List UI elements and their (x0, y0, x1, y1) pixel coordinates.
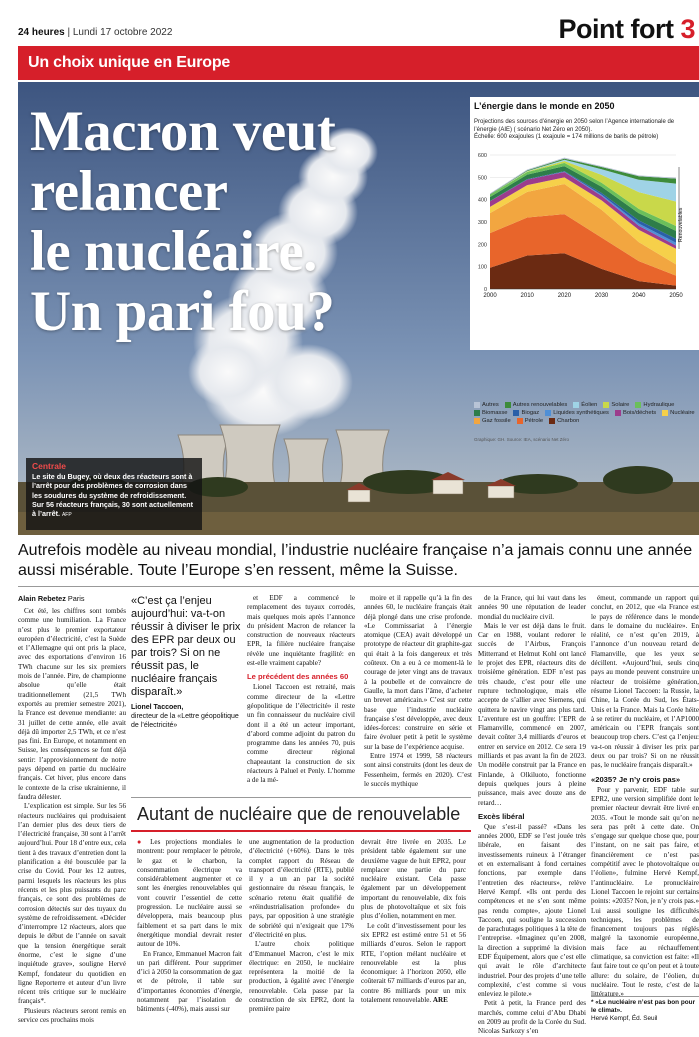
legend-item (474, 402, 499, 408)
y-tick-label: 400 (477, 197, 487, 204)
footnote-text: * «Le nucléaire n’est pas bon pour le climat». (591, 999, 696, 1014)
divider (18, 586, 699, 587)
paragraph: Que s’est-il passé? «Dans les années 2000, EDF se l’est jouée très libérale, en faisant des investissements ruineux à l’étranger et en externalisant à fond certaines fonctions, par exemple dans l’entretien des réacteurs», relève Hervé Kempf. «Ils ont perdu des compétences et ne s’en sont même pas rendu compte», ajoute Lionel Taccoen, qui souligne la succession de parachutages politiques à la tête de l’entreprise. «Imaginez qu’en 2008, la direction a supprimé la division EDF Équipement, alors que c’est elle qui avait le rôle d’architecte industriel. Pour des projets d’une telle complexité, c’est comme si vous enleviez le pilote.» (478, 822, 586, 999)
legend-item (474, 418, 511, 424)
legend-item (517, 418, 543, 424)
legend-label: Biogaz (521, 410, 540, 416)
section-title (558, 14, 695, 45)
x-tick-label: 2040 (632, 293, 646, 299)
legend-label: Autres (482, 402, 499, 408)
box-column-1 (137, 838, 242, 1025)
legend-swatch (635, 402, 641, 408)
paragraph: Lionel Taccoen est retraité, mais comme directeur de la «Lettre géopolitique de l’électricité» il reste un fin connaisseur du nucléaire civil dont il a été un acteur important, d’abord comme adjoint du patron du programme dans les années 70, puis comme directeur régional chapeautant la construction de six réacteurs à Paluel et Penly. L’homme a de la mé- (247, 683, 355, 785)
banner-title: Un choix unique en Europe (28, 54, 231, 71)
box-column-2 (249, 838, 354, 1025)
headline-line: le nucléaire. (30, 220, 317, 283)
paragraph: devrait être livrée en 2035. Le président table également sur une deuxième vague de huit EPR2, pour remplacer une partie du parc nucléaire existant. Cela passe également par un développement important du renouvelable, dix fois plus de photovoltaïque et six fois plus d’éolien, notamment en mer. (361, 838, 466, 921)
bullet-icon: ● (137, 838, 145, 846)
box-signature: ARE (432, 996, 448, 1005)
section-name: Point fort (558, 14, 674, 44)
legend-label: Biomasse (482, 410, 508, 416)
x-tick-label: 2010 (520, 293, 534, 299)
y-tick-label: 100 (477, 264, 487, 271)
legend-swatch (513, 410, 519, 416)
headline (30, 102, 335, 342)
headline-line: Macron veut (30, 100, 336, 163)
footnote-author: Hervé Kempf, Éd. Seuil (591, 1015, 658, 1022)
legend-label: Solaire (611, 402, 630, 408)
subheading: Excès libéral (478, 811, 525, 821)
legend-swatch (615, 410, 621, 416)
chart-legend (474, 402, 698, 424)
x-tick-label: 2030 (594, 293, 609, 299)
paragraph: Cet été, les chiffres sont tombés comme une humiliation. La France n’est plus le premier exportateur européen d’électricité, c’est la Suède et l’Allemagne qui ont pris la place, avec des exportations d’environ 16 TWh chacune sur les six premiers mois de l’année. Pire, de championne absolue qu’elle était traditionnellement (21,5 TWh exportés au premier semestre 2021), la France est devenue mendiante: au 31 juillet de cette année, elle avait déjà dû importer 2,5 TWh, et ce n’est pas fini. En Europe, et notamment en Suisse, les conséquences se font déjà sentir: l’approvisionnement de notre pays dépend en partie du nucléaire français. Cet hiver, plus encore dans le contexte de la crise ukrainienne, il faudra délester. (18, 607, 126, 801)
x-tick-label: 2050 (669, 293, 683, 299)
article-column-6 (591, 594, 699, 999)
box-accent-bar (131, 830, 471, 832)
legend-swatch (603, 402, 609, 408)
paragraph: L’autre choix politique d’Emmanuel Macron, c’est le mix électrique: en 2050, le nucléaire représentera la moitié de la production, à égalité avec l’énergie renouvelable. Cela passe par la construction de six EPR2, dont la première paire (249, 940, 354, 1014)
legend-item (474, 410, 507, 416)
legend-swatch (505, 402, 511, 408)
paragraph: Les projections mondiales le montrent: pour remplacer le pétrole, le gaz et le charbon, la consommation électrique va considérablement augmenter et ce sont les énergies renouvelables qui vont couvrir l’essentiel de cette progression. Le nucléaire aussi se développera, mais beaucoup plus faiblement et sa part dans le mix énergétique mondial devrait rester autour de 10%. (137, 838, 242, 949)
issue-date: Lundi 17 octobre 2022 (72, 27, 173, 38)
byline-author: Alain Rebetez (18, 594, 66, 603)
y-tick-label: 600 (477, 153, 487, 159)
paragraph: Le coût d’investissement pour les six EPR2 est estimé entre 51 et 56 milliards d’euros. Selon le rapport RTE, l’option mélant nucléaire et renouvelable est la plus économique: à l’horizon 2050, elle coûterait 67 milliards d’euros par an, contre 86 milliards pour un mix totalement renouvelable. (361, 921, 466, 1005)
paragraph: et EDF a commencé le remplacement des tuyaux corrodés, mais quelques mois après l’annonce du président Macron de relancer la construction de nouveaux réacteurs EPR, la filière nucléaire française révèle une inquiétante fragilité: en est-elle vraiment capable? (247, 594, 355, 668)
masthead-brand: 24 heures | Lundi 17 octobre 2022 (18, 27, 173, 38)
caption-text: Le site du Bugey, où deux des réacteurs sont à l’arrêt pour des problèmes de corrosion dans les soudures du système de refroidissement. Sur 56 réacteurs français, 30 sont actuellement à l’arrêt. (32, 472, 193, 519)
legend-swatch (549, 418, 555, 424)
energy-chart (470, 97, 699, 442)
pull-quote (131, 595, 241, 730)
legend-swatch (573, 402, 579, 408)
box-title: Autant de nucléaire que de renouvelable (137, 804, 461, 824)
legend-item (505, 402, 567, 408)
legend-label: Gaz fossile (482, 418, 511, 424)
paragraph: moire et il rappelle qu’à la fin des années 60, le nucléaire français était déjà plongé dans une crise profonde. «Le Commissariat à l’énergie atomique (CEA) avait développé un prototype de réacteur dit graphite-gaz qui était à la fois dangereux et très coûteux. On a eu à ce moment-là le courage de jeter vingt ans de travaux à la poubelle et de convaincre de Gaulle, la mort dans l’âme, d’acheter un brevet américain.» C’est sur cette base que l’industrie nucléaire française s’est développée, avec deux idées-forces: construire en série et faire évoluer petit à petit le système sur la base de l’expérience acquise. (364, 594, 472, 751)
paragraph: Entre 1974 et 1999, 58 réacteurs sont ainsi construits (dont les deux de Fessenheim, fermés en 2020). C’est le succès mythique (364, 752, 472, 788)
page-number: 3 (680, 14, 695, 44)
legend-item (513, 410, 539, 416)
paragraph: de la France, qui lui vaut dans les années 90 une réputation de leader mondial du nucléaire civil. (478, 594, 586, 621)
subheading: Le précédent des années 60 (247, 672, 349, 682)
subheading: «2035? Je n’y crois pas» (591, 774, 681, 784)
paragraph: une augmentation de la production d’électricité (+60%). Dans le très complet rapport du Réseau de transport d’électricité (RTE), publié il y a un an par la société gestionnaire du réseau français, le scénario retenu était qualifié de «réindustrialisation profonde» du pays, par opposition à une stratégie de sobriété qui n’exigeait que 17% d’électricité en plus. (249, 838, 354, 939)
paragraph: Plusieurs réacteurs seront remis en service ces prochains mois (18, 1006, 126, 1025)
chart-subtitle-text: Projections des sources d’énergie en 2050 selon l’Agence internationale de l’énergie (AIE) ( scénario Net Zéro en 2050). (474, 119, 675, 133)
chart-title: L’énergie dans le monde en 2050 (474, 101, 615, 111)
legend-label: Charbon (557, 418, 580, 424)
photo-caption (26, 458, 202, 530)
legend-swatch (662, 410, 668, 416)
paragraph: Mais le ver est déjà dans le fruit. Car en 1988, voulant redorer le succès de l’Airbus, François Mitterrand et Helmut Kohl ont lancé le projet des EPR, réacteurs dits de troisième génération. EDF n’est pas très chaude, c’est pour elle une rupture technologique, mais elle accepte de s’allier avec Siemens, qui quittera le navire vingt ans plus tard. L’aventure est un gouffre: l’EPR de Flamanville, commencé en 2007, devait coûter 3,4 milliards d’euros et entrer en service en 2012. Ce sera 19 milliards et pas avant la fin de 2023. Un modèle construit par la France en Finlande, à Olkiluoto, fonctionne depuis quelques jours à pleine puissance, mais avec douze ans de retard… (478, 621, 586, 807)
paragraph: Pour y parvenir, EDF table sur EPR2, une version simplifiée dont le premier réacteur devrait être livré en 2035. «Tout le monde sait qu’on ne sera pas prêt à cette date. On s’engage sur quelque chose que, pour l’instant, on ne sait pas faire, et financièrement ce n’est pas compétitif avec le photovoltaïque ou l’éolien», fulmine Hervé Kempf, l’antinucléaire. Le pronucléaire Lionel Taccoen le rejoint sur certains points: «2035? Non, je n’y crois pas.» Lui aussi souligne les difficultés techniques, les problèmes de financement toujours pas réglés malgré la taxonomie européenne, mais face au réchauffement climatique, sa conviction est faite: «Il faut faire tout ce qu’on peut et à toute allure: du solaire, de l’éolien, du nucléaire. Tout le reste, c’est de la littérature.» (591, 785, 699, 999)
pull-quote-author: Lionel Taccoen, (131, 704, 184, 711)
banner (18, 46, 699, 80)
legend-label: Nucléaire (670, 410, 695, 416)
x-tick-label: 2000 (483, 293, 497, 299)
box-column-3 (361, 838, 466, 1025)
masthead (0, 0, 699, 44)
pull-quote-role: directeur de la «Lettre géopolitique de l’électricité» (131, 713, 239, 729)
headline-line: Un pari fou? (30, 280, 335, 343)
legend-swatch (517, 418, 523, 424)
article-column-4 (364, 594, 472, 794)
paragraph: Petit à petit, la France perd des marchés, comme celui d’Abu Dhabi en 2009 au profit de la Corée du Sud. Nicolas Sarkozy s’en (478, 999, 586, 1036)
caption-title: Centrale (32, 461, 67, 471)
annotation-label: Renouvelables (678, 207, 684, 242)
legend-swatch (474, 402, 480, 408)
y-tick-label: 200 (477, 242, 487, 249)
paragraph: En France, Emmanuel Macron fait un pari différent. Pour supprimer d’ici à 2050 la consommation de gaz et de pétrole, il table sur d’importantes économies d’énergie, notamment par l’isolation de bâtiments (-40%), mais aussi sur (137, 949, 242, 1014)
chart-source: Graphique: GH. Source: IEA, scénario Net Zéro (474, 437, 570, 442)
sidebar-box (131, 797, 471, 1024)
legend-item (573, 402, 597, 408)
photo-credit: AFP (61, 512, 72, 519)
legend-label: Autres renouvelables (512, 402, 568, 408)
y-tick-label: 500 (477, 175, 487, 182)
y-tick-label: 300 (477, 220, 487, 226)
deck: Autrefois modèle au niveau mondial, l’industrie nucléaire française n’a jamais connu une année aussi misérable. Toute l’Europe s’en ressent, même la Suisse. (18, 542, 693, 579)
legend-label: Hydraulique (643, 402, 675, 408)
paragraph: émeut, commande un rapport qui conclut, en 2012, que «la France est le pays de référence dans le monde dans le domaine du nucléaire». En réalité, ce n’est qu’en 2019, à l’annonce d’un nouveau retard de Flamanville, que les yeux se décillent. «Aujourd’hui, seuls cinq pays au monde peuvent construire un réacteur de troisième génération, résume Lionel Taccoen: la Russie, la Chine, la Corée du Sud, les États-Unis et la France. Mais la Corée héite à se retirer du nucléaire, et l’AP1000 américain ou l’EPR français sont beaucoup trop chers. C’est ça l’enjeu: va-t-on réussir à diviser les prix par deux ou par trois? Si on ne réussit pas, le nucléaire français disparaît.» (591, 594, 699, 770)
legend-item (603, 402, 629, 408)
area-chart (470, 97, 699, 397)
article-column-3 (247, 594, 355, 794)
footnote (591, 996, 699, 1023)
legend-label: Éolien (581, 402, 598, 408)
legend-label: Bois/déchets (622, 410, 657, 416)
legend-item (545, 410, 609, 416)
legend-item (549, 418, 579, 424)
legend-item (615, 410, 656, 416)
chart-scale-note: Échelle: 600 exajoules (1 exajoule = 174 millions de barils de pétrole) (474, 134, 659, 140)
article-column-1 (18, 594, 126, 1024)
legend-swatch (545, 410, 551, 416)
headline-line: relancer (30, 160, 228, 223)
legend-item (662, 410, 695, 416)
y-tick-label: 0 (483, 287, 487, 293)
byline-place: Paris (67, 594, 85, 603)
byline (18, 594, 126, 603)
article-column-5 (478, 594, 586, 1036)
x-tick-label: 2020 (557, 293, 572, 299)
legend-item (635, 402, 674, 408)
legend-label: Liquides synthétiques (553, 410, 609, 416)
brand-name: 24 heures (18, 27, 65, 38)
legend-swatch (474, 410, 480, 416)
paragraph: L’explication est simple. Sur les 56 réacteurs nucléaires qui produisaient l’an dernier plus des deux tiers de l’électricité française, 30 sont à l’arrêt aujourd’hui. Pour 18 d’entre eux, cela tient à des travaux d’entretien dont la planification a été bousculée par la crise du Covid. Pour les 12 autres, parmi lesquels les réacteurs les plus récents et les plus puissants du parc français, ce sont des problèmes de corrosion détectés sur des tuyaux du système de refroidissement. «Décider d’interrompre 12 réacteurs, alors que depuis le début de l’année on savait que la tension énergétique serait énorme, c’est le signe d’une inquiétude grave», souligne Hervé Kempf, fondateur du quotidien en ligne Reporterre et auteur d’un livre récent très critique sur le nucléaire français*. (18, 802, 126, 1006)
legend-swatch (474, 418, 480, 424)
pull-quote-text: «C’est ça l’enjeu aujourd’hui: va-t-on réussir à diviser le prix des EPR par deux ou par trois? Si on ne réussit pas, le nucléaire français disparaît.» (131, 595, 241, 698)
legend-label: Pétrole (524, 418, 544, 424)
